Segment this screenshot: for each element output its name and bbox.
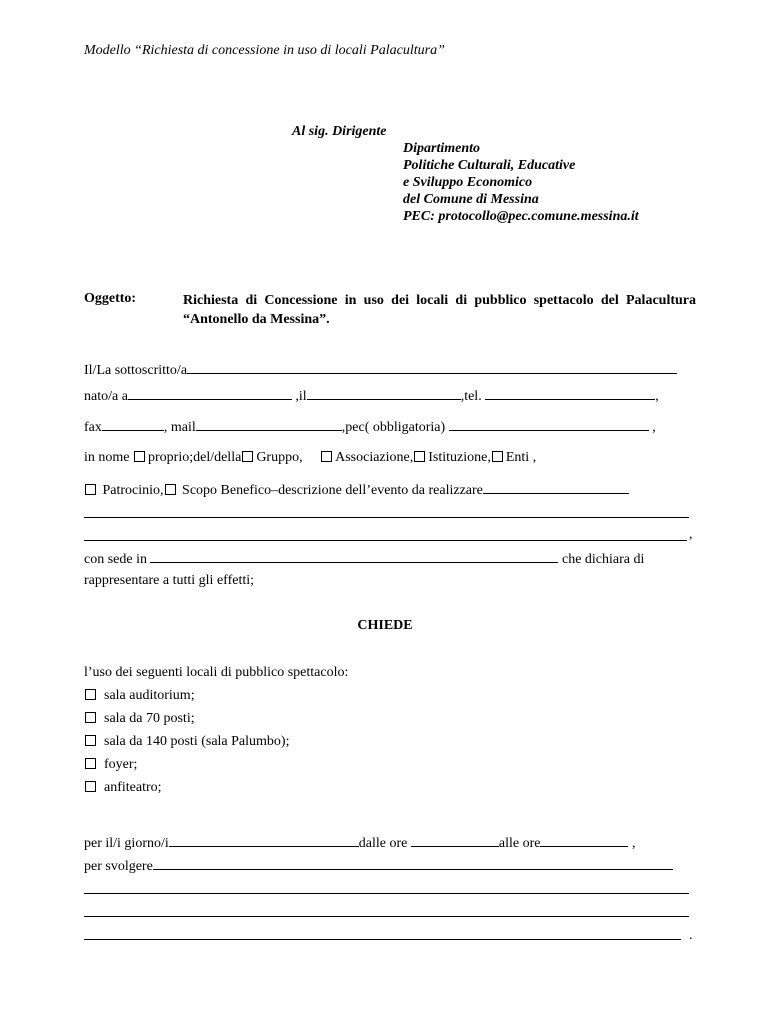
patrocinio-checkbox[interactable] <box>85 484 96 495</box>
addressee-line: e Sviluppo Economico <box>403 175 533 190</box>
associazione-checkbox[interactable] <box>321 451 332 462</box>
il-label: ,il <box>295 389 307 404</box>
addressee-line: Dipartimento <box>403 141 481 156</box>
svolgere-line[interactable] <box>84 893 689 894</box>
enti-label: Enti , <box>505 450 537 465</box>
associazione-label: Associazione, <box>335 450 414 465</box>
list-item-label: sala auditorium; <box>104 688 195 703</box>
chiede-heading: CHIEDE <box>357 618 413 633</box>
sottoscritto-label: Il/La sottoscritto/a <box>84 363 188 378</box>
nato-row: nato/a a ,il ,tel. , <box>84 389 659 404</box>
evento-field[interactable] <box>483 481 629 494</box>
list-item <box>84 734 289 750</box>
document-page: Modello “Richiesta di concessione in uso di locali Palacultura” Al sig. Dirigente Dipartimento Politiche Culturali, Educative e Sviluppo Economico del Comune di Messina PEC: protocollo@pec.comune.messina.it Oggetto: Richiesta di Concessione in uso dei locali di pubblico spettacolo del Palacultura “Antonello da Messina”. Il/La sottoscritto/a nato/a a ,il ,tel. , fax , mail ,pec( obbligatoria) , in nome proprio;del/della Gruppo, Associazione, Istituzione, Enti , Patrocinio, Scopo Benefico–descrizione dell’evento da realizzare , con sede in che dichiara di rappresentare a tutti gli effetti; CHIEDE l’uso dei seguenti locali di pubblico spettacolo: sala auditorium; sala da 70 posti; sala da 140 posti (sala Palumbo); foyer; anfiteatro; per il/i giorno/i dalle ore alle ore , per svolgere . <box>0 0 770 1024</box>
sala140-checkbox[interactable] <box>85 735 96 746</box>
patrocinio-label: Patrocinio, <box>102 483 164 498</box>
giorno-row: per il/i giorno/i dalle ore alle ore , <box>84 836 636 851</box>
subject-label: Oggetto: <box>84 291 137 306</box>
mail-field[interactable] <box>196 418 342 431</box>
rappresentare-text: rappresentare a tutti gli effetti; <box>84 573 255 588</box>
svolgere-field[interactable] <box>153 857 673 870</box>
tel-field[interactable] <box>485 387 655 400</box>
pec-field[interactable] <box>449 418 649 431</box>
mail-label: , mail <box>163 420 196 435</box>
scopo-label: Scopo Benefico–descrizione dell’evento da realizzare <box>182 483 483 498</box>
scopo-checkbox[interactable] <box>165 484 176 495</box>
addressee-line: del Comune di Messina <box>403 192 539 207</box>
giorno-field[interactable] <box>169 834 359 847</box>
proprio-checkbox[interactable] <box>134 451 145 462</box>
in-nome-label: in nome <box>84 450 130 465</box>
list-item <box>84 711 195 727</box>
addressee-line: Politiche Culturali, Educative <box>403 158 576 173</box>
dalle-label: dalle ore <box>358 836 408 851</box>
addressee-title: Al sig. Dirigente <box>292 124 387 139</box>
list-item-label: sala da 140 posti (sala Palumbo); <box>104 734 290 749</box>
proprio-label: proprio;del/della <box>148 450 242 465</box>
svolgere-row <box>84 857 673 875</box>
nato-field[interactable] <box>128 387 292 400</box>
sala70-checkbox[interactable] <box>85 712 96 723</box>
gruppo-checkbox[interactable] <box>242 451 253 462</box>
sede-row <box>84 550 644 568</box>
addressee-block <box>403 140 639 225</box>
form-header: Modello “Richiesta di concessione in uso di locali Palacultura” <box>84 43 445 58</box>
tel-label: ,tel. <box>460 389 482 404</box>
uso-intro: l’uso dei seguenti locali di pubblico spettacolo: <box>84 665 349 680</box>
sede-label: con sede in <box>84 552 147 567</box>
addressee-pec: PEC: protocollo@pec.comune.messina.it <box>403 209 639 224</box>
enti-checkbox[interactable] <box>492 451 503 462</box>
dalle-field[interactable] <box>411 834 499 847</box>
list-item <box>84 780 162 796</box>
istituzione-label: Istituzione, <box>428 450 491 465</box>
list-item-label: anfiteatro; <box>104 780 162 795</box>
contact-row: fax , mail ,pec( obbligatoria) , <box>84 420 656 435</box>
pec-label: ,pec( obbligatoria) <box>341 420 446 435</box>
anfiteatro-checkbox[interactable] <box>85 781 96 792</box>
evento-line[interactable] <box>84 517 689 518</box>
gruppo-label: Gruppo, <box>256 450 303 465</box>
auditorium-checkbox[interactable] <box>85 689 96 700</box>
subject-text: Richiesta di Concessione in uso dei locali di pubblico spettacolo del Palacultura “Antonello da Messina”. <box>183 293 696 327</box>
list-item-label: sala da 70 posti; <box>104 711 195 726</box>
list-item <box>84 688 195 704</box>
patrocinio-row <box>84 481 629 499</box>
istituzione-checkbox[interactable] <box>414 451 425 462</box>
alle-field[interactable] <box>540 834 628 847</box>
giorno-label: per il/i giorno/i <box>84 836 169 851</box>
svolgere-label: per svolgere <box>84 859 153 874</box>
in-nome-row <box>84 450 536 466</box>
alle-label: alle ore <box>498 836 541 851</box>
list-item <box>84 757 137 773</box>
svolgere-line[interactable] <box>84 916 689 917</box>
fax-field[interactable] <box>102 418 164 431</box>
sottoscritto-row <box>84 361 677 379</box>
svolgere-line[interactable] <box>84 939 681 940</box>
sottoscritto-field[interactable] <box>187 361 677 374</box>
evento-line[interactable] <box>84 540 687 541</box>
fax-label: fax <box>84 420 102 435</box>
il-field[interactable] <box>307 387 461 400</box>
foyer-checkbox[interactable] <box>85 758 96 769</box>
sede-field[interactable] <box>150 550 558 563</box>
dichiara-label: che dichiara di <box>561 552 645 567</box>
list-item-label: foyer; <box>104 757 138 772</box>
nato-label: nato/a a <box>84 389 128 404</box>
